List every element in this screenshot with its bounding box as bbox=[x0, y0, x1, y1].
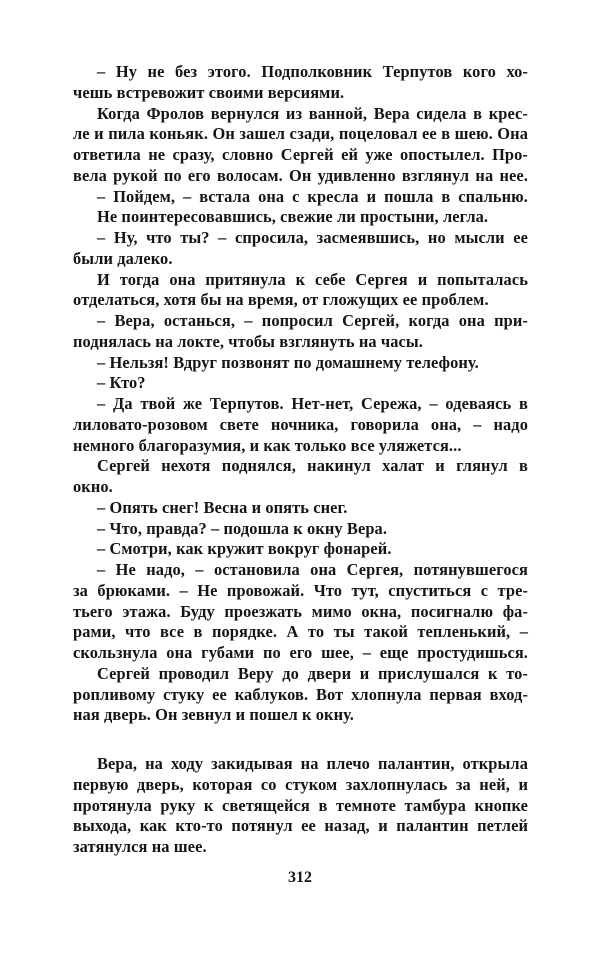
text-line: – Смотри, как кружит вокруг фонарей. bbox=[97, 539, 392, 559]
text-line: лиловато-розовом свете ночника, говорила она, – надо bbox=[73, 414, 528, 434]
text-line: за брюками. – Не провожай. Что тут, спуститься с тре- bbox=[73, 580, 528, 600]
text-line: тьего этажа. Буду проезжать мимо окна, посигналю фа- bbox=[73, 601, 528, 621]
text-line: – Ну не без этого. Подполковник Терпутов кого хо- bbox=[97, 62, 528, 81]
text-line: – Не надо, – остановила она Сергея, потянувшегося bbox=[97, 560, 528, 579]
text-line: ле и пила коньяк. Он зашел сзади, поцеловал ее в шею. Она bbox=[73, 124, 528, 144]
text-line: скользнула она губами по его шее, – еще простудишься. bbox=[73, 643, 528, 662]
text-line: – Ну, что ты? – спросила, засмеявшись, но мысли ее bbox=[97, 228, 528, 247]
text-line: – Пойдем, – встала она с кресла и пошла в спальню. bbox=[97, 186, 528, 206]
page-number: 312 bbox=[288, 869, 312, 886]
text-line: – Опять снег! Весна и опять снег. bbox=[97, 497, 348, 517]
text-line: – Нельзя! Вдруг позвонят по домашнему телефону. bbox=[97, 352, 479, 372]
text-line: рами, что все в порядке. А то ты такой тепленький, – bbox=[73, 622, 528, 642]
text-line: чешь встревожит своими версиями. bbox=[73, 82, 345, 102]
text-line: ная дверь. Он зевнул и пошел к окну. bbox=[73, 705, 354, 725]
text-line: Вера, на ходу закидывая на плечо палантин, открыла bbox=[97, 754, 528, 773]
text-line: первую дверь, которая со стуком захлопнулась за ней, и bbox=[73, 774, 528, 794]
text-line: затянулся на шее. bbox=[73, 837, 207, 856]
text-line: протянула руку к светящейся в темноте тамбура кнопке bbox=[73, 795, 528, 815]
text-line: были далеко. bbox=[73, 248, 173, 268]
text-line: И тогда она притянула к себе Сергея и попыталась bbox=[97, 269, 528, 289]
text-line: – Что, правда? – подошла к окну Вера. bbox=[97, 518, 388, 538]
text-line: выхода, как кто-то потянул ее назад, и палантин петлей bbox=[73, 816, 528, 836]
text-line: Не поинтересовавшись, свежие ли простыни, легла. bbox=[97, 207, 489, 227]
text-line: немного благоразумия, и как только все уляжется... bbox=[73, 435, 462, 455]
text-line: ропливому стуку ее каблуков. Вот хлопнула первая вход- bbox=[73, 684, 528, 704]
text-line: Когда Фролов вернулся из ванной, Вера сидела в крес- bbox=[97, 103, 528, 123]
text-line: ответила не сразу, словно Сергей ей уже опостылел. Про- bbox=[73, 145, 528, 164]
book-page-text bbox=[73, 62, 528, 858]
text-line: – Вера, останься, – попросил Сергей, когда она при- bbox=[97, 311, 528, 330]
section-break bbox=[73, 726, 528, 754]
text-line: поднялась на локте, чтобы взглянуть на часы. bbox=[73, 331, 423, 351]
text-line: Сергей нехотя поднялся, накинул халат и глянул в bbox=[97, 456, 528, 476]
text-line: Сергей проводил Веру до двери и прислушался к то- bbox=[97, 663, 528, 683]
text-line: – Кто? bbox=[97, 373, 146, 393]
text-line: отделаться, хотя бы на время, от гложущих ее проблем. bbox=[73, 290, 489, 310]
text-line: окно. bbox=[73, 477, 113, 496]
text-line: – Да твой же Терпутов. Нет-нет, Сережа, – одеваясь в bbox=[97, 394, 528, 413]
text-line: вела рукой по его волосам. Он удивленно взглянул на нее. bbox=[73, 165, 528, 185]
